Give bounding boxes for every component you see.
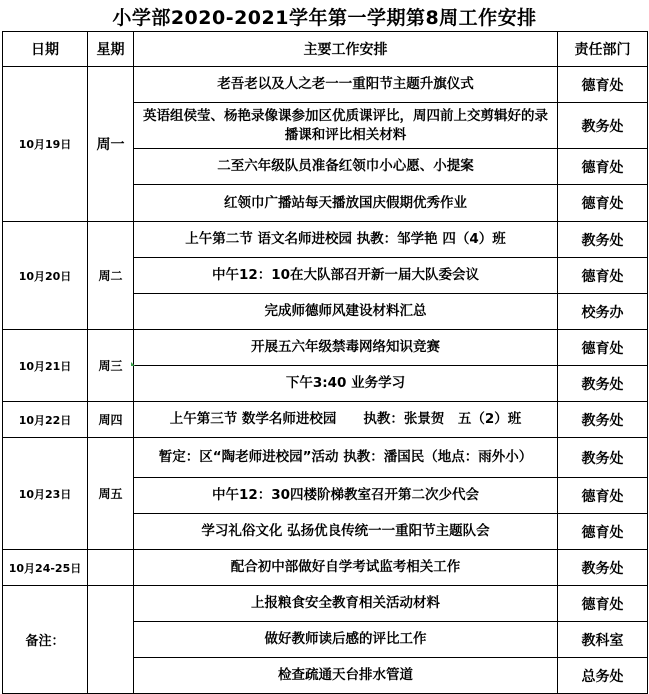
dept-cell: 德育处	[558, 258, 648, 294]
weekday-cell: 周一	[88, 67, 134, 222]
task-cell: 红领巾广播站每天播放国庆假期优秀作业	[134, 185, 558, 222]
dept-cell: 总务处	[558, 658, 648, 694]
task-cell: 开展五六年级禁毒网络知识竞赛	[134, 330, 558, 366]
date-cell: 10月20日	[3, 222, 88, 330]
schedule-table	[2, 31, 648, 694]
weekday-cell	[88, 550, 134, 586]
header-weekday: 星期	[88, 32, 134, 67]
weekday-cell: 周五	[88, 438, 134, 550]
header-row	[3, 32, 648, 67]
notes-weekday-empty	[88, 586, 134, 694]
sheet-title: 小学部2020-2021学年第一学期第8周工作安排	[112, 6, 537, 29]
dept-cell: 德育处	[558, 514, 648, 550]
weekday-cell: 周四	[88, 402, 134, 438]
notes-label: 备注：	[3, 586, 88, 694]
header-date: 日期	[3, 32, 88, 67]
dept-cell: 德育处	[558, 330, 648, 366]
table-row	[3, 222, 648, 258]
dept-cell: 教务处	[558, 402, 648, 438]
task-cell: 配合初中部做好自学考试监考相关工作	[134, 550, 558, 586]
dept-cell: 校务办	[558, 294, 648, 330]
dept-cell: 德育处	[558, 478, 648, 514]
cell-comment-marker	[131, 362, 135, 366]
table-row	[3, 330, 648, 366]
date-cell: 10月19日	[3, 67, 88, 222]
header-dept: 责任部门	[558, 32, 648, 67]
table-row	[3, 438, 648, 478]
table-row	[3, 402, 648, 438]
task-cell: 做好教师读后感的评比工作	[134, 622, 558, 658]
weekday-cell: 周二	[88, 222, 134, 330]
date-cell: 10月22日	[3, 402, 88, 438]
dept-cell: 教务处	[558, 222, 648, 258]
task-cell: 中午12：10在大队部召开新一届大队委会议	[134, 258, 558, 294]
task-cell: 上午第三节 数学名师进校园 执教：张景贺 五（2）班	[134, 402, 558, 438]
task-cell: 检查疏通天台排水管道	[134, 658, 558, 694]
date-cell: 10月24-25日	[3, 550, 88, 586]
task-cell: 完成师德师风建设材料汇总	[134, 294, 558, 330]
date-cell: 10月23日	[3, 438, 88, 550]
dept-cell: 德育处	[558, 67, 648, 103]
task-cell: 下午3:40 业务学习	[134, 366, 558, 402]
date-cell: 10月21日	[3, 330, 88, 402]
task-cell: 中午12：30四楼阶梯教室召开第二次少代会	[134, 478, 558, 514]
task-cell: 暂定：区“陶老师进校园”活动 执教：潘国民（地点：雨外小）	[134, 438, 558, 478]
weekday-cell: 周三	[88, 330, 134, 402]
dept-cell: 德育处	[558, 185, 648, 222]
dept-cell: 教务处	[558, 438, 648, 478]
dept-cell: 教科室	[558, 622, 648, 658]
task-cell: 学习礼俗文化 弘扬优良传统一一重阳节主题队会	[134, 514, 558, 550]
task-cell: 二至六年级队员准备红领巾小心愿、小提案	[134, 149, 558, 185]
dept-cell: 教务处	[558, 550, 648, 586]
task-cell: 上午第二节 语文名师进校园 执教：邹学艳 四（4）班	[134, 222, 558, 258]
table-row	[3, 586, 648, 622]
dept-cell: 德育处	[558, 586, 648, 622]
task-cell: 上报粮食安全教育相关活动材料	[134, 586, 558, 622]
table-row	[3, 67, 648, 103]
task-cell: 英语组侯莹、杨艳录像课参加区优质课评比，周四前上交剪辑好的录播课和评比相关材料	[134, 103, 558, 149]
table-row	[3, 550, 648, 586]
task-cell: 老吾老以及人之老一一重阳节主题升旗仪式	[134, 67, 558, 103]
dept-cell: 教务处	[558, 103, 648, 149]
dept-cell: 教务处	[558, 366, 648, 402]
header-task: 主要工作安排	[134, 32, 558, 67]
dept-cell: 德育处	[558, 149, 648, 185]
